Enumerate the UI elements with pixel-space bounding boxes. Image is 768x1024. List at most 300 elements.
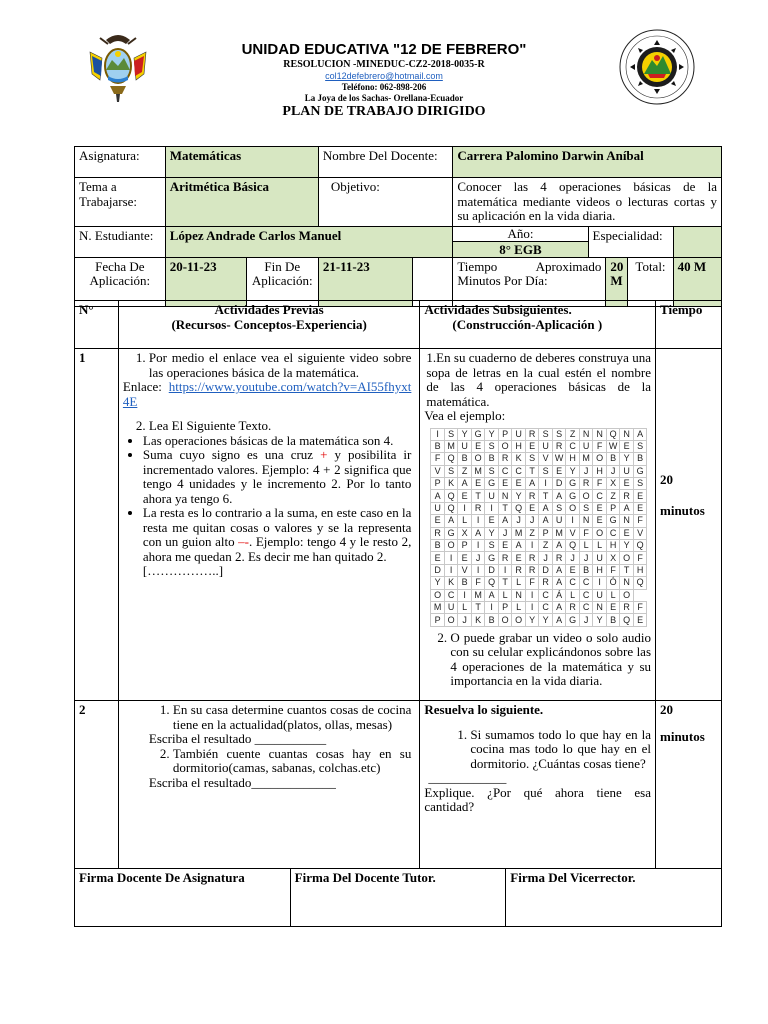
school-phone: Teléfono: 062-898-206 bbox=[341, 82, 427, 92]
puzzle-letter: Q bbox=[633, 540, 647, 552]
puzzle-row bbox=[431, 589, 647, 601]
subject-value: Matemáticas bbox=[165, 147, 318, 178]
puzzle-letter: C bbox=[444, 589, 458, 601]
word-search-puzzle bbox=[430, 428, 647, 627]
puzzle-letter: F bbox=[579, 527, 593, 539]
puzzle-letter: A bbox=[552, 614, 566, 626]
puzzle-letter: Y bbox=[620, 453, 634, 465]
puzzle-letter: O bbox=[593, 527, 607, 539]
puzzle-letter: V bbox=[566, 527, 580, 539]
puzzle-letter: E bbox=[485, 515, 499, 527]
puzzle-letter: O bbox=[498, 614, 512, 626]
row1-prev-item-2: 2. Lea El Siguiente Texto. bbox=[149, 419, 411, 434]
puzzle-letter: R bbox=[579, 478, 593, 490]
puzzle-letter: B bbox=[431, 540, 445, 552]
objective-value: Conocer las 4 operaciones básicas de la matemática mediante videos o lecturas cortas y su aplicación en la vida diaria. bbox=[453, 178, 722, 227]
puzzle-letter: A bbox=[539, 502, 553, 514]
time-cell bbox=[453, 257, 628, 306]
puzzle-letter: Q bbox=[444, 502, 458, 514]
row2-next-item-1: 1. Si sumamos todo lo que hay en la cocina mas todo lo que hay en el dormitorio. ¿Cuántas cosas tiene? bbox=[470, 728, 651, 772]
puzzle-letter: E bbox=[431, 552, 445, 564]
puzzle-letter: L bbox=[579, 540, 593, 552]
puzzle-letter: G bbox=[485, 552, 499, 564]
puzzle-letter: V bbox=[633, 527, 647, 539]
resolution-number: RESOLUCION -MINEDUC-CZ2-2018-0035-R bbox=[283, 59, 485, 70]
puzzle-letter: B bbox=[431, 440, 445, 452]
puzzle-row bbox=[431, 577, 647, 589]
row-number: 2 bbox=[75, 701, 119, 869]
puzzle-letter: F bbox=[633, 601, 647, 613]
puzzle-letter: I bbox=[471, 515, 485, 527]
puzzle-letter: E bbox=[593, 515, 607, 527]
puzzle-letter: B bbox=[458, 453, 472, 465]
puzzle-letter: Y bbox=[566, 465, 580, 477]
row2-next-title: Resuelva lo siguiente. bbox=[424, 702, 544, 717]
year-label: Año: bbox=[453, 227, 587, 242]
puzzle-letter: N bbox=[498, 490, 512, 502]
puzzle-letter: B bbox=[606, 614, 620, 626]
puzzle-letter: I bbox=[593, 577, 607, 589]
puzzle-letter: I bbox=[471, 564, 485, 576]
col-number-header: N° bbox=[75, 301, 119, 349]
puzzle-letter: Q bbox=[444, 453, 458, 465]
puzzle-letter: S bbox=[633, 478, 647, 490]
puzzle-row bbox=[431, 540, 647, 552]
puzzle-letter: I bbox=[458, 589, 472, 601]
puzzle-letter: T bbox=[525, 465, 539, 477]
puzzle-letter: O bbox=[512, 614, 526, 626]
row1-prev-item-1: 1. Por medio el enlace vea el siguiente video sobre las operaciones básica de la matemática. bbox=[149, 351, 411, 380]
col-previous-title: Actividades Previas bbox=[214, 302, 324, 317]
puzzle-letter: A bbox=[552, 490, 566, 502]
puzzle-letter: A bbox=[552, 540, 566, 552]
puzzle-letter: Z bbox=[566, 428, 580, 440]
student-label: N. Estudiante: bbox=[75, 226, 166, 257]
signature-teacher: Firma Docente De Asignatura bbox=[75, 869, 291, 927]
row-number: 1 bbox=[75, 349, 119, 701]
puzzle-letter: P bbox=[431, 478, 445, 490]
puzzle-letter: J bbox=[498, 527, 512, 539]
puzzle-letter: K bbox=[444, 577, 458, 589]
puzzle-letter: J bbox=[566, 552, 580, 564]
puzzle-letter: Y bbox=[485, 428, 499, 440]
row1-next-item-2: 2. O puede grabar un video o solo audio con su celular explicándonos sobre las 4 operaciones de la matemática y su importancia en la vida diaria. bbox=[450, 631, 651, 689]
school-name: UNIDAD EDUCATIVA "12 DE FEBRERO" bbox=[241, 41, 527, 58]
puzzle-letter: N bbox=[620, 515, 634, 527]
puzzle-letter: E bbox=[431, 515, 445, 527]
puzzle-letter: E bbox=[620, 527, 634, 539]
signature-vice-rector: Firma Del Vicerrector. bbox=[506, 869, 722, 927]
topic-value: Aritmética Básica bbox=[165, 178, 318, 227]
puzzle-letter: I bbox=[458, 502, 472, 514]
time-label: Tiempo Aproximado Minutos Por Día: bbox=[457, 258, 602, 288]
puzzle-row bbox=[431, 453, 647, 465]
puzzle-letter: I bbox=[485, 502, 499, 514]
puzzle-letter: M bbox=[444, 440, 458, 452]
puzzle-letter: D bbox=[485, 564, 499, 576]
puzzle-letter: A bbox=[444, 515, 458, 527]
end-date-value: 21-11-23 bbox=[319, 258, 413, 306]
puzzle-letter: B bbox=[606, 453, 620, 465]
puzzle-letter: W bbox=[606, 440, 620, 452]
puzzle-letter: G bbox=[471, 428, 485, 440]
row2-explain: Explique. ¿Por qué ahora tiene esa cantidad? bbox=[424, 784, 652, 814]
puzzle-letter: Q bbox=[566, 540, 580, 552]
puzzle-letter: O bbox=[431, 589, 445, 601]
puzzle-letter: U bbox=[552, 515, 566, 527]
puzzle-letter: R bbox=[566, 601, 580, 613]
teacher-label: Nombre Del Docente: bbox=[318, 147, 453, 178]
puzzle-letter: U bbox=[620, 465, 634, 477]
spacer bbox=[413, 258, 453, 306]
puzzle-row bbox=[431, 552, 647, 564]
puzzle-letter: L bbox=[606, 589, 620, 601]
puzzle-letter: V bbox=[431, 465, 445, 477]
puzzle-letter: V bbox=[458, 564, 472, 576]
puzzle-letter: C bbox=[539, 589, 553, 601]
bullet-subtraction: • La resta es lo contrario a la suma, en este caso en la resta me quitan cosas o valores y se la representa con un guion alto –-. Ejemplo: tengo 4 y le resto 2, ahora me quedan 2. Es decir me han quitado 2. bbox=[143, 506, 411, 564]
puzzle-letter: C bbox=[512, 465, 526, 477]
puzzle-letter: I bbox=[525, 540, 539, 552]
puzzle-letter: U bbox=[431, 502, 445, 514]
row2-previous-activities bbox=[118, 701, 419, 869]
topic-label: Tema a Trabajarse: bbox=[75, 178, 166, 227]
puzzle-letter: A bbox=[620, 502, 634, 514]
puzzle-letter: Á bbox=[552, 589, 566, 601]
puzzle-letter: E bbox=[512, 478, 526, 490]
application-date-cell bbox=[165, 257, 318, 306]
row2-next-activities bbox=[420, 701, 656, 869]
puzzle-letter: F bbox=[633, 515, 647, 527]
puzzle-letter: N bbox=[620, 428, 634, 440]
youtube-video-link[interactable]: https://www.youtube.com/watch?v=AI55fhyxt4E bbox=[122, 379, 412, 409]
puzzle-letter: S bbox=[485, 440, 499, 452]
puzzle-letter: S bbox=[525, 453, 539, 465]
puzzle-letter: Z bbox=[458, 465, 472, 477]
row1-next-activities bbox=[420, 349, 656, 701]
puzzle-letter: I bbox=[431, 428, 445, 440]
puzzle-letter: M bbox=[471, 465, 485, 477]
puzzle-letter: I bbox=[444, 564, 458, 576]
puzzle-letter: U bbox=[458, 440, 472, 452]
puzzle-letter: M bbox=[512, 527, 526, 539]
puzzle-letter: I bbox=[525, 589, 539, 601]
puzzle-letter: G bbox=[633, 465, 647, 477]
puzzle-letter: C bbox=[593, 490, 607, 502]
puzzle-letter: G bbox=[566, 478, 580, 490]
puzzle-letter: Z bbox=[539, 540, 553, 552]
puzzle-letter: L bbox=[566, 589, 580, 601]
puzzle-letter: R bbox=[525, 490, 539, 502]
puzzle-letter: L bbox=[593, 540, 607, 552]
puzzle-letter: C bbox=[579, 589, 593, 601]
puzzle-row bbox=[431, 428, 647, 440]
puzzle-letter: G bbox=[566, 614, 580, 626]
puzzle-row bbox=[431, 515, 647, 527]
puzzle-letter: L bbox=[512, 601, 526, 613]
puzzle-row bbox=[431, 564, 647, 576]
row2-write-result-1: Escriba el resultado ___________ bbox=[148, 731, 327, 746]
puzzle-letter: R bbox=[552, 440, 566, 452]
puzzle-letter: G bbox=[566, 490, 580, 502]
total-value: 40 M bbox=[673, 257, 721, 306]
puzzle-letter: J bbox=[606, 465, 620, 477]
puzzle-letter: Q bbox=[633, 577, 647, 589]
puzzle-letter: O bbox=[498, 440, 512, 452]
puzzle-letter: S bbox=[633, 440, 647, 452]
puzzle-letter: E bbox=[633, 490, 647, 502]
puzzle-letter: F bbox=[471, 577, 485, 589]
puzzle-letter: E bbox=[633, 614, 647, 626]
puzzle-letter: C bbox=[579, 601, 593, 613]
puzzle-letter: I bbox=[566, 515, 580, 527]
row2-prev-list bbox=[123, 703, 411, 732]
puzzle-letter: P bbox=[539, 527, 553, 539]
link-label: Enlace: bbox=[122, 379, 162, 394]
puzzle-letter: A bbox=[525, 478, 539, 490]
puzzle-letter: E bbox=[498, 478, 512, 490]
puzzle-letter: H bbox=[633, 564, 647, 576]
puzzle-letter: N bbox=[593, 428, 607, 440]
puzzle-letter: Q bbox=[444, 490, 458, 502]
col-next-subtitle: (Construcción-Aplicación ) bbox=[452, 316, 603, 332]
puzzle-letter: X bbox=[606, 552, 620, 564]
puzzle-letter: A bbox=[458, 478, 472, 490]
puzzle-letter: Z bbox=[525, 527, 539, 539]
puzzle-letter: Q bbox=[512, 502, 526, 514]
puzzle-letter: F bbox=[593, 478, 607, 490]
puzzle-letter: I bbox=[471, 540, 485, 552]
puzzle-letter: T bbox=[471, 490, 485, 502]
puzzle-letter: N bbox=[579, 428, 593, 440]
puzzle-letter: E bbox=[471, 440, 485, 452]
puzzle-letter: X bbox=[458, 527, 472, 539]
puzzle-letter: A bbox=[633, 428, 647, 440]
puzzle-letter: E bbox=[498, 540, 512, 552]
col-next-header bbox=[420, 301, 656, 349]
puzzle-letter: H bbox=[512, 440, 526, 452]
puzzle-letter: R bbox=[512, 564, 526, 576]
puzzle-letter: K bbox=[471, 614, 485, 626]
puzzle-letter: O bbox=[471, 453, 485, 465]
puzzle-letter: U bbox=[444, 601, 458, 613]
puzzle-letter: Q bbox=[485, 577, 499, 589]
puzzle-row bbox=[431, 478, 647, 490]
puzzle-letter: O bbox=[579, 490, 593, 502]
puzzle-letter: E bbox=[566, 564, 580, 576]
puzzle-row bbox=[431, 440, 647, 452]
puzzle-letter: A bbox=[498, 515, 512, 527]
bullet-addition: • Suma cuyo signo es una cruz + y posibilita ir incrementado valores. Ejemplo: 4 + 2 significa que tengo 4 unidades y le incremento 2. Por lo tanto ahora ya tengo 6. bbox=[143, 448, 411, 506]
puzzle-letter: N bbox=[593, 601, 607, 613]
row1-link-line bbox=[123, 380, 411, 409]
school-email-link[interactable]: col12defebrero@hotmail.com bbox=[325, 71, 443, 81]
puzzle-letter: A bbox=[552, 601, 566, 613]
puzzle-letter: U bbox=[485, 490, 499, 502]
activities-table bbox=[74, 300, 722, 869]
specialty-value bbox=[673, 226, 721, 257]
puzzle-letter: N bbox=[512, 589, 526, 601]
puzzle-letter: O bbox=[620, 589, 634, 601]
puzzle-letter: A bbox=[552, 564, 566, 576]
row2-answer-blank: ____________ bbox=[428, 770, 507, 785]
puzzle-letter: A bbox=[512, 540, 526, 552]
puzzle-letter: D bbox=[431, 564, 445, 576]
puzzle-letter: L bbox=[498, 589, 512, 601]
puzzle-letter: I bbox=[525, 601, 539, 613]
puzzle-letter: B bbox=[485, 453, 499, 465]
puzzle-letter: J bbox=[579, 614, 593, 626]
end-date-label: Fin De Aplicación: bbox=[246, 258, 318, 306]
puzzle-letter: Y bbox=[593, 614, 607, 626]
minus-sign: –- bbox=[238, 534, 250, 549]
puzzle-letter: U bbox=[512, 428, 526, 440]
puzzle-letter: R bbox=[498, 552, 512, 564]
row2-write-result-2: Escriba el resultado_____________ bbox=[148, 774, 336, 790]
puzzle-letter: M bbox=[471, 589, 485, 601]
puzzle-row bbox=[431, 527, 647, 539]
time-value: 20 M bbox=[605, 258, 627, 306]
ellipsis-text: [……………..] bbox=[142, 563, 224, 578]
year-value: 8° EGB bbox=[453, 242, 587, 257]
puzzle-letter: T bbox=[539, 490, 553, 502]
puzzle-letter: U bbox=[539, 440, 553, 452]
row1-prev-list-2 bbox=[123, 419, 411, 434]
puzzle-letter: E bbox=[525, 502, 539, 514]
end-date-cell bbox=[318, 257, 453, 306]
row2-next-list bbox=[424, 728, 651, 772]
puzzle-letter: J bbox=[525, 515, 539, 527]
puzzle-letter: H bbox=[566, 453, 580, 465]
puzzle-row bbox=[431, 490, 647, 502]
puzzle-letter: T bbox=[498, 577, 512, 589]
puzzle-letter: O bbox=[444, 540, 458, 552]
puzzle-letter: R bbox=[431, 527, 445, 539]
plus-sign: + bbox=[320, 447, 328, 462]
puzzle-letter: U bbox=[579, 440, 593, 452]
row2-prev-item-1: 1. En su casa determine cuantos cosas de cocina tiene en la actualidad(platos, ollas, mesas) bbox=[173, 703, 411, 732]
puzzle-letter: O bbox=[566, 502, 580, 514]
puzzle-letter: R bbox=[620, 490, 634, 502]
puzzle-letter: K bbox=[444, 478, 458, 490]
puzzle-letter: N bbox=[579, 515, 593, 527]
puzzle-letter: R bbox=[525, 564, 539, 576]
puzzle-letter: P bbox=[606, 502, 620, 514]
puzzle-letter: C bbox=[579, 577, 593, 589]
row2-time bbox=[656, 701, 722, 869]
puzzle-letter: R bbox=[525, 428, 539, 440]
puzzle-letter: P bbox=[498, 601, 512, 613]
puzzle-letter: U bbox=[593, 589, 607, 601]
puzzle-row bbox=[431, 614, 647, 626]
objective-label: Objetivo: bbox=[318, 178, 453, 227]
puzzle-letter: P bbox=[458, 540, 472, 552]
puzzle-letter: Z bbox=[606, 490, 620, 502]
puzzle-letter: X bbox=[606, 478, 620, 490]
puzzle-letter: A bbox=[552, 577, 566, 589]
puzzle-letter: J bbox=[458, 614, 472, 626]
document-title: PLAN DE TRABAJO DIRIGIDO bbox=[282, 104, 486, 119]
teacher-value: Carrera Palomino Darwin Aníbal bbox=[453, 147, 722, 178]
puzzle-letter: R bbox=[498, 453, 512, 465]
row2-time-unit: minutos bbox=[660, 728, 705, 744]
puzzle-letter: R bbox=[525, 552, 539, 564]
puzzle-letter: C bbox=[539, 601, 553, 613]
row2-prev-list-2 bbox=[123, 747, 411, 776]
puzzle-letter: I bbox=[485, 601, 499, 613]
puzzle-letter: E bbox=[471, 478, 485, 490]
specialty-label: Especialidad: bbox=[588, 226, 673, 257]
puzzle-letter: B bbox=[485, 614, 499, 626]
puzzle-letter: D bbox=[539, 564, 553, 576]
puzzle-row bbox=[431, 465, 647, 477]
puzzle-letter: G bbox=[606, 515, 620, 527]
puzzle-letter: O bbox=[620, 552, 634, 564]
puzzle-letter: V bbox=[539, 453, 553, 465]
puzzle-letter: E bbox=[552, 465, 566, 477]
school-seal-logo bbox=[618, 28, 696, 106]
puzzle-letter: K bbox=[512, 453, 526, 465]
bullet-operations-count: • Las operaciones básicas de la matemática son 4. bbox=[143, 434, 411, 449]
puzzle-letter: Ó bbox=[606, 577, 620, 589]
puzzle-letter: S bbox=[539, 428, 553, 440]
puzzle-letter: E bbox=[458, 552, 472, 564]
puzzle-letter: B bbox=[579, 564, 593, 576]
total-label: Total: bbox=[628, 257, 673, 306]
row1-time-unit: minutos bbox=[660, 502, 705, 518]
puzzle-letter: E bbox=[620, 478, 634, 490]
puzzle-letter: F bbox=[525, 577, 539, 589]
puzzle-letter: A bbox=[431, 490, 445, 502]
application-date-label: Fecha De Aplicación: bbox=[75, 257, 166, 306]
puzzle-letter: S bbox=[539, 465, 553, 477]
example-label: Vea el ejemplo: bbox=[424, 408, 506, 423]
puzzle-letter: J bbox=[512, 515, 526, 527]
puzzle-letter: B bbox=[458, 577, 472, 589]
puzzle-row bbox=[431, 601, 647, 613]
puzzle-letter: H bbox=[593, 465, 607, 477]
puzzle-letter: H bbox=[606, 540, 620, 552]
puzzle-letter: J bbox=[471, 552, 485, 564]
puzzle-letter: F bbox=[606, 564, 620, 576]
puzzle-letter: J bbox=[579, 465, 593, 477]
student-value: López Andrade Carlos Manuel bbox=[165, 226, 453, 257]
puzzle-letter: I bbox=[539, 478, 553, 490]
puzzle-letter: F bbox=[633, 552, 647, 564]
col-time-header: Tiempo bbox=[656, 301, 722, 349]
document-header bbox=[0, 0, 768, 140]
row2-time-value: 20 bbox=[660, 702, 674, 717]
puzzle-letter: S bbox=[485, 540, 499, 552]
puzzle-letter: Y bbox=[458, 428, 472, 440]
puzzle-letter: Q bbox=[606, 428, 620, 440]
puzzle-letter: M bbox=[431, 601, 445, 613]
puzzle-letter: G bbox=[444, 527, 458, 539]
puzzle-letter: L bbox=[458, 515, 472, 527]
puzzle-letter: Y bbox=[485, 527, 499, 539]
puzzle-letter: T bbox=[620, 564, 634, 576]
puzzle-letter: Q bbox=[620, 614, 634, 626]
plan-info-table bbox=[74, 146, 722, 307]
puzzle-letter: S bbox=[552, 502, 566, 514]
puzzle-letter: E bbox=[633, 502, 647, 514]
puzzle-letter: L bbox=[458, 601, 472, 613]
puzzle-letter: E bbox=[593, 502, 607, 514]
year-cell bbox=[453, 226, 588, 257]
signature-tutor: Firma Del Docente Tutor. bbox=[290, 869, 506, 927]
puzzle-letter: C bbox=[498, 465, 512, 477]
puzzle-letter: S bbox=[579, 502, 593, 514]
